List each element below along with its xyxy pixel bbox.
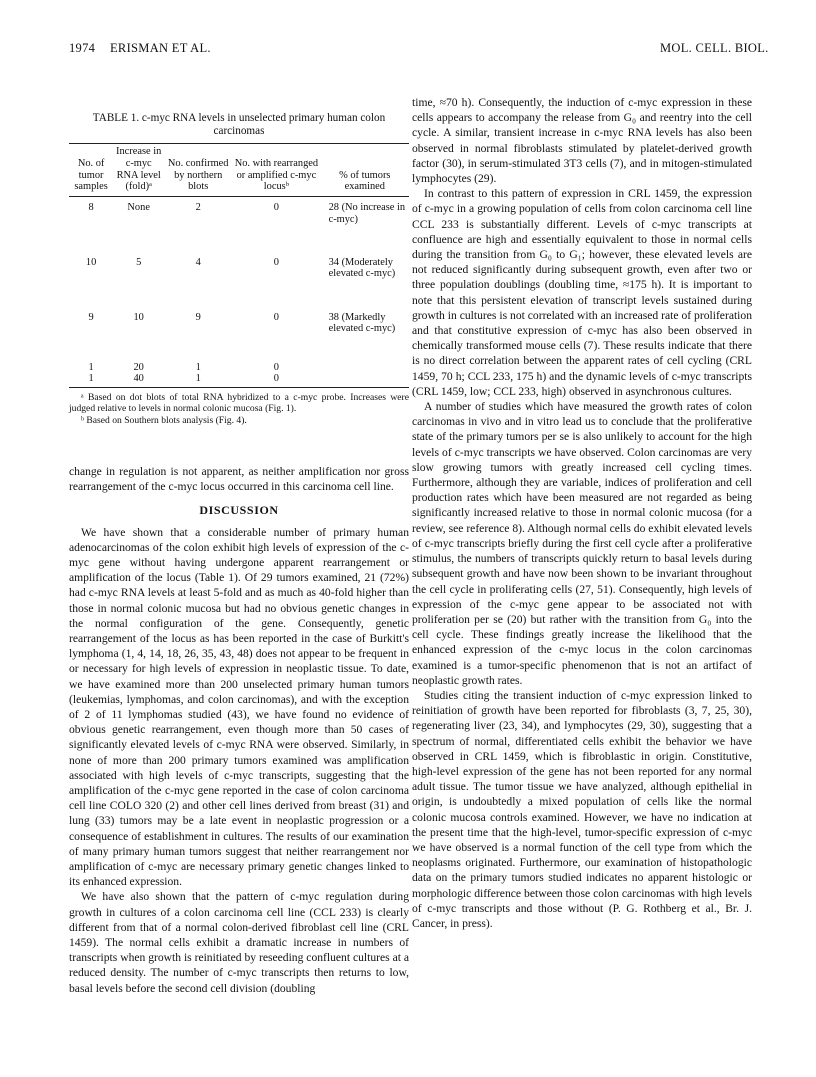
table-cell: 20	[133, 361, 144, 373]
table-row	[69, 197, 409, 252]
journal-name: MOL. CELL. BIOL.	[660, 41, 769, 55]
table-cell: 28 (No increase in c-myc)	[328, 202, 406, 225]
table-col-header: No. with rearranged or amplified c-myc locusᵇ	[232, 144, 320, 197]
table-cell: 1	[69, 373, 113, 387]
paragraph: We have shown that a considerable number of primary human adenocarcinomas of the colon exhibit high levels of expression of the c-myc gene without having undergone apparent rearrangement or amplification of the locus (Table 1). Of 29 tumors examined, 21 (72%) had c-myc RNA levels at least 5-fold and as much as 40-fold higher than those in normal colonic mucosa but had no obvious genetic changes in the normal configuration of the gene. Consequently, genetic rearrangement of the locus as has been reported in the case of Burkitt's lymphoma (1, 4, 14, 18, 26, 35, 43, 48) does not appear to be frequent in or necessary for high levels of expression in neoplastic tissue. To date, we have examined more than 200 unselected primary human tumors (leukemias, lymphomas, and colon carcinomas), and with the exception of 2 of 11 lymphomas studied (43), we have found no evidence of obvious genetic rearrangement, even though more than 50 cases of significantly elevated levels of c-myc RNA were observed. Similarly, in none of more than 200 primary tumors examined was amplification associated with high levels of c-myc transcripts, suggesting that the amplification of the c-myc gene reported in the case of colon carcinoma cell line COLO 320 (2) and other cell lines derived from breast (31) and lung (33) tumors may be a late event in neoplastic progression or a consequence of establishment in cultures. The results of our examination of many primary human tumors suggest that neither rearrangement nor amplification of c-myc are necessary primary genetic changes linked to its enhanced expression.	[69, 525, 409, 889]
table-footnote: ᵃ Based on dot blots of total RNA hybridized to a c-myc probe. Increases were judged relative to levels in normal colonic mucosa (Fig. 1).	[69, 392, 409, 415]
table-caption: TABLE 1. c-myc RNA levels in unselected primary human colon carcinomas	[92, 112, 386, 137]
table-cell: 2	[195, 202, 201, 214]
table-cell: 9	[88, 311, 94, 323]
table-col-header: % of tumors examined	[321, 144, 409, 197]
paragraph: time, ≈70 h). Consequently, the induction of c-myc expression in these cells appears to accompany the release from G₀ and reentry into the cell cycle. A similar, transient increase in c-myc RNA levels has also been observed in normal fibroblasts stimulated by platelet-derived growth factor (30), in serum-stimulated 3T3 cells (7), and in mitogen-stimulated lymphocytes (29).	[412, 96, 752, 186]
table-footnote: ᵇ Based on Southern blots analysis (Fig. 4).	[81, 414, 247, 426]
table-1	[69, 143, 409, 388]
table-cell: 10	[85, 256, 97, 268]
paragraph: Studies citing the transient induction of c-myc expression linked to reinitiation of growth have been reported for fibroblasts (3, 7, 25, 30), regenerating liver (23, 34), and lymphocytes (29, 30), suggesting that a spectrum of normal, differentiated cells exhibit the behavior we have observed in CRL 1459, which is fibroblastic in origin. Constitutive, high-level expression of the gene has not been reported for any normal adult tissue. The tumor tissue we have analyzed, although epithelial in origin, is undoubtedly a mixed population of cells like the normal colonic mucosa controls examined. However, we have no indication at the present time that the high-level, tumor-specific expression of c-myc we have observed is a normal function of the cell type from which the neoplasms originated. Furthermore, our examination of histopathologic data on the primary tumors studied indicates no apparent histologic or morphologic difference between those colon carcinomas with high levels of c-myc transcripts and those without (P. G. Rothberg et al., Br. J. Cancer, in press).	[412, 688, 752, 930]
table-row	[69, 252, 409, 307]
table-col-header: No. of tumor samples	[69, 144, 113, 197]
table-col-header: No. confirmed by northern blots	[164, 144, 232, 197]
running-authors: ERISMAN ET AL.	[110, 41, 211, 55]
table-cell: 8	[88, 202, 94, 214]
table-cell: 10	[133, 311, 144, 323]
table-cell: 4	[195, 256, 201, 268]
table-cell: 0	[273, 202, 279, 214]
table-cell: 34 (Moderately elevated c-myc)	[328, 256, 396, 280]
table-cell: 9	[195, 311, 201, 323]
table-cell: 5	[136, 256, 142, 268]
left-column	[69, 104, 409, 996]
table-cell: 40	[113, 373, 164, 387]
table-cell: None	[127, 202, 150, 214]
paragraph: A number of studies which have measured the growth rates of colon carcinomas in vivo and in vitro lead us to conclude that the proliferative state of the primary tumors per se is also unlikely to account for the high levels of c-myc transcripts we have observed. Colon carcinomas are very slow growing tumors with greatly increased cell cycling times. Furthermore, although they are variable, indices of proliferation and cell production rates which have been measured are not regarded as being significantly increased relative to those in normal colonic mucosa (for a review, see reference 8). Although normal cells do exhibit elevated levels of c-myc transcripts briefly during the first cell cycle after a proliferative stimulus, the numbers of transcripts quickly return to basal levels during subsequent growth and have now been shown to be invariant throughout the cell cycle in proliferating cells (27, 51). Consequently, high levels of expression of the c-myc gene appear to be associated not with proliferation per se (20) but rather with the transition from G₀ into the cell cycle. These findings greatly increase the likelihood that the enhanced expression of the c-myc locus in the colon carcinomas examined is a tumor-specific phenomenon that is not an artifact of neoplastic growth rates.	[412, 400, 752, 687]
table-row	[69, 373, 409, 387]
table-cell: 38 (Markedly elevated c-myc)	[328, 311, 396, 335]
table-cell: 1	[88, 361, 94, 373]
table-cell: 1	[195, 361, 201, 373]
table-cell: 0	[232, 373, 320, 387]
table-cell	[321, 362, 409, 374]
paragraph: change in regulation is not apparent, as neither amplification nor gross rearrangement of the c-myc locus occurred in this carcinoma cell line.	[69, 464, 409, 494]
table-cell: 1	[164, 373, 232, 387]
paragraph: In contrast to this pattern of expression in CRL 1459, the expression of c-myc in a growing population of cells from colon carcinoma cell line CCL 233 is substantially different. Levels of c-myc transcripts at confluence are high and essentially equivalent to those in normal cells during the transition from G₀ to G₁; however, these elevated levels are not reduced significantly during subsequent growth, even after two or three population doublings (doubling time, ≈175 h). It is important to note that this persistent elevation of transcript levels sustained during growth in cultures is not correlated with an increased rate of proliferation and that constitutive expression of c-myc has also been observed in chemically transformed mouse cells (7). These results indicate that there is no direct correlation between the apparent rates of cell cycling (CRL 1459, 70 h; CCL 233, 175 h) and the dynamic levels of c-myc transcripts (CRL 1459, low; CCL 233, high) observed in asynchronous cultures.	[412, 187, 752, 398]
table-cell: 0	[273, 256, 279, 268]
right-column	[412, 95, 752, 931]
table-col-header: Increase in c-myc RNA level (fold)ᵃ	[113, 144, 164, 197]
table-row	[69, 307, 409, 362]
table-cell	[321, 373, 409, 387]
paragraph: We have also shown that the pattern of c-myc regulation during growth in cultures of a colon carcinoma cell line (CCL 233) is clearly different from that of a normal colon-derived fibroblast cell line (CRL 1459). The normal cells exhibit a dramatic increase in numbers of transcripts when growth is reinitiated by reseeding confluent cultures at a reduced density. The number of c-myc transcripts then returns to low, basal levels before the second cell division (doubling	[69, 890, 409, 995]
table-header-row	[69, 144, 409, 197]
table-row	[69, 362, 409, 374]
table-cell: 0	[273, 311, 279, 323]
section-heading: DISCUSSION	[199, 503, 279, 518]
page-number: 1974	[69, 41, 96, 55]
table-cell: 0	[273, 361, 279, 373]
